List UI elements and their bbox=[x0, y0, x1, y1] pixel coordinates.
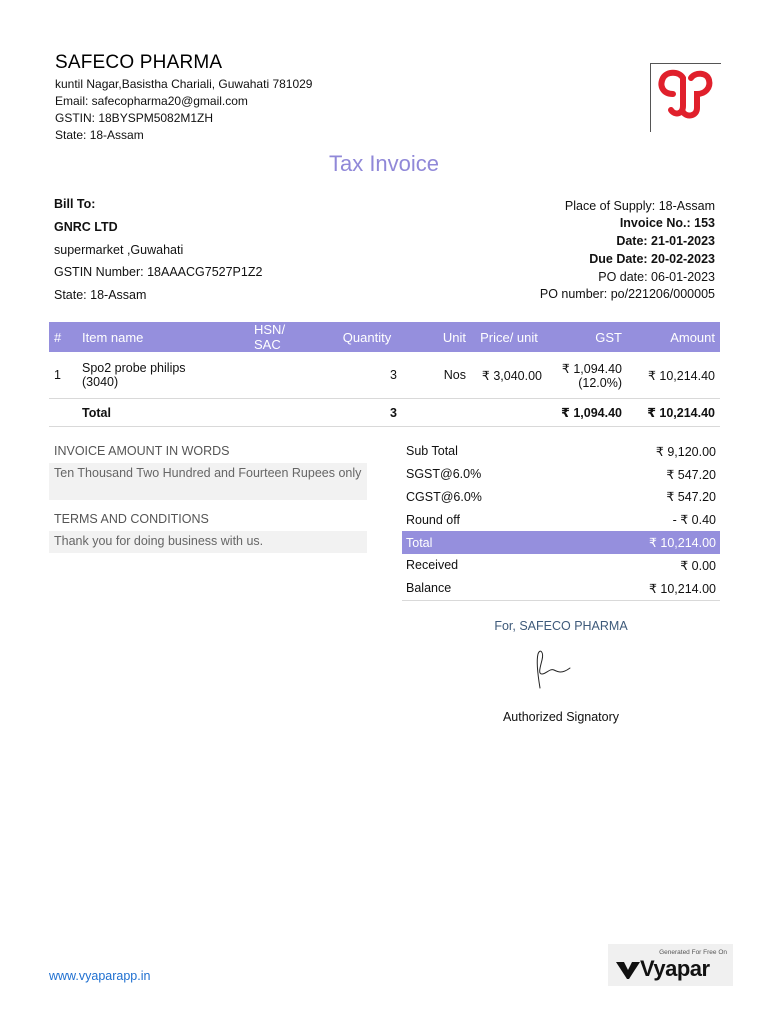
bill-to-name: GNRC LTD bbox=[54, 220, 118, 234]
bill-to-gstin: GSTIN Number: 18AAACG7527P1Z2 bbox=[54, 265, 263, 279]
bill-to-label: Bill To: bbox=[54, 197, 96, 211]
due-date: Due Date: 20-02-2023 bbox=[589, 252, 715, 266]
summary-row bbox=[402, 554, 720, 577]
company-state: State: 18-Assam bbox=[55, 128, 144, 142]
summary-row bbox=[402, 463, 720, 486]
place-of-supply: Place of Supply: 18-Assam bbox=[564, 199, 715, 213]
signature-image bbox=[528, 648, 576, 692]
summary-label: SGST@6.0% bbox=[406, 467, 482, 482]
summary-row bbox=[402, 486, 720, 509]
summary-value: ₹ 10,214.00 bbox=[648, 581, 716, 596]
vyapar-badge[interactable] bbox=[608, 944, 733, 986]
table-header-row bbox=[49, 322, 720, 352]
bill-to-address: supermarket ,Guwahati bbox=[54, 243, 184, 257]
total-quantity: 3 bbox=[319, 399, 415, 427]
summary-table bbox=[402, 440, 720, 601]
summary-label: Total bbox=[402, 531, 570, 554]
vyapar-badge-caption: Generated For Free On bbox=[659, 949, 727, 956]
po-date: PO date: 06-01-2023 bbox=[598, 270, 715, 284]
terms-heading: TERMS AND CONDITIONS bbox=[54, 512, 209, 526]
row-item-cell bbox=[77, 352, 249, 399]
summary-value: ₹ 547.20 bbox=[666, 490, 716, 505]
col-header-gst: GST bbox=[547, 322, 627, 352]
col-header-item-name: Item name bbox=[77, 322, 249, 352]
for-company-line: For, SAFECO PHARMA bbox=[494, 619, 628, 633]
summary-value: - ₹ 0.40 bbox=[672, 513, 716, 528]
row-quantity: 3 bbox=[319, 352, 415, 399]
logo-icon bbox=[651, 64, 721, 132]
invoice-date: Date: 21-01-2023 bbox=[616, 234, 715, 248]
summary-row bbox=[402, 440, 720, 463]
table-total-row bbox=[49, 399, 720, 427]
bill-to-state: State: 18-Assam bbox=[54, 288, 147, 302]
summary-label: Balance bbox=[406, 581, 452, 596]
col-header-amount: Amount bbox=[627, 322, 720, 352]
col-header-quantity: Quantity bbox=[319, 322, 415, 352]
vyapar-brand-text: Vyapar bbox=[640, 956, 710, 981]
summary-value: ₹ 10,214.00 bbox=[570, 531, 720, 554]
total-label: Total bbox=[77, 399, 249, 427]
row-index: 1 bbox=[49, 352, 77, 399]
col-header-hsn: HSN/ SAC bbox=[249, 322, 319, 352]
company-email: Email: safecopharma20@gmail.com bbox=[55, 94, 248, 108]
row-price: ₹ 3,040.00 bbox=[471, 352, 547, 399]
invoice-title: Tax Invoice bbox=[328, 151, 440, 176]
row-gst-cell bbox=[547, 352, 627, 399]
invoice-number: Invoice No.: 153 bbox=[619, 216, 715, 230]
row-item-name: Spo2 probe philips bbox=[82, 361, 186, 375]
row-unit: Nos bbox=[415, 352, 471, 399]
company-logo bbox=[650, 63, 721, 132]
summary-value: ₹ 0.00 bbox=[680, 558, 716, 573]
amount-in-words-text: Ten Thousand Two Hundred and Fourteen Rupees only bbox=[49, 463, 367, 500]
company-name: SAFECO PHARMA bbox=[55, 52, 223, 73]
items-table bbox=[49, 322, 720, 427]
total-amount: ₹ 10,214.40 bbox=[627, 399, 720, 427]
row-gst-amount: ₹ 1,094.40 bbox=[561, 361, 622, 376]
col-header-price: Price/ unit bbox=[471, 322, 547, 352]
summary-label: CGST@6.0% bbox=[406, 489, 482, 504]
authorized-signatory: Authorized Signatory bbox=[502, 710, 620, 724]
summary-label: Received bbox=[406, 558, 459, 573]
col-header-index: # bbox=[49, 322, 77, 352]
row-amount: ₹ 10,214.40 bbox=[627, 352, 720, 399]
summary-label: Round off bbox=[406, 512, 460, 527]
col-header-unit: Unit bbox=[415, 322, 471, 352]
po-number: PO number: po/221206/000005 bbox=[539, 287, 715, 301]
company-gstin: GSTIN: 18BYSPM5082M1ZH bbox=[55, 111, 214, 125]
summary-label: Sub Total bbox=[406, 444, 458, 459]
summary-row bbox=[402, 508, 720, 531]
vyapar-logo-icon bbox=[616, 960, 640, 980]
company-address: kuntil Nagar,Basistha Chariali, Guwahati 781029 bbox=[55, 77, 313, 91]
row-hsn bbox=[249, 352, 319, 399]
row-item-code: (3040) bbox=[82, 375, 119, 389]
summary-total-row bbox=[402, 531, 720, 554]
row-gst-rate: (12.0%) bbox=[578, 375, 622, 390]
summary-row bbox=[402, 577, 720, 600]
footer-url-link[interactable]: www.vyaparapp.in bbox=[49, 969, 151, 983]
table-row bbox=[49, 352, 720, 399]
amount-in-words-heading: INVOICE AMOUNT IN WORDS bbox=[54, 444, 230, 458]
summary-value: ₹ 9,120.00 bbox=[655, 444, 716, 459]
total-gst: ₹ 1,094.40 bbox=[547, 399, 627, 427]
summary-value: ₹ 547.20 bbox=[666, 467, 716, 482]
terms-text: Thank you for doing business with us. bbox=[49, 531, 367, 553]
